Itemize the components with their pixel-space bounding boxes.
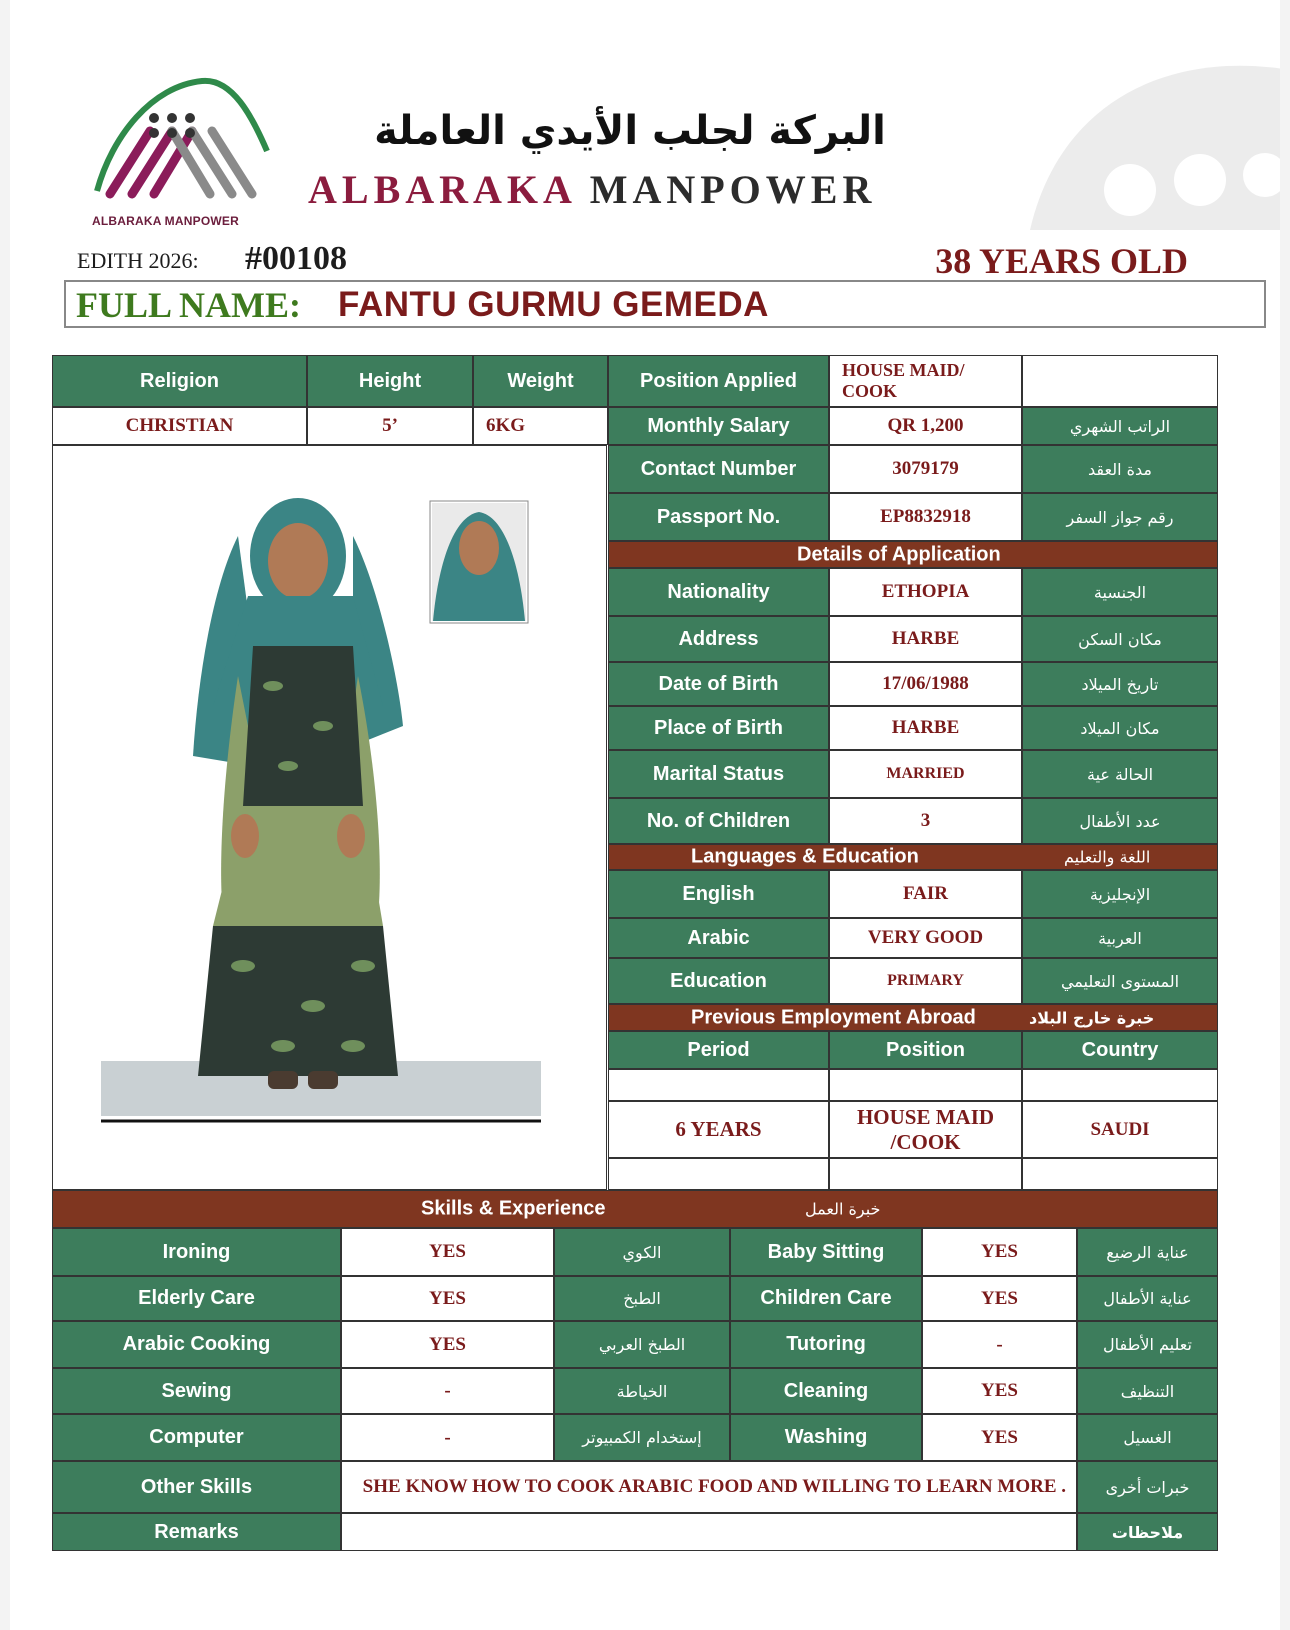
contact-number-value: 3079179 (829, 445, 1022, 493)
other-skills-label: Other Skills (52, 1461, 341, 1513)
employment-band (608, 1004, 1218, 1031)
languages-band-label: Languages & Education (691, 845, 919, 868)
remarks-value (341, 1513, 1077, 1551)
contact-number-label: Contact Number (608, 445, 829, 493)
skill-label: Ironing (52, 1228, 341, 1276)
children-arabic: عدد الأطفال (1022, 798, 1218, 844)
full-name: FANTU GURMU GEMEDA (338, 285, 769, 324)
marital-status-value: MARRIED (829, 750, 1022, 798)
arabic-company-name: البركة لجلب الأيدي العاملة (374, 108, 886, 154)
employment-country: SAUDI (1022, 1101, 1218, 1158)
address-value: HARBE (829, 616, 1022, 662)
age: 38 YEARS OLD (935, 241, 1188, 281)
reference-number: #00108 (245, 240, 347, 277)
skills-band-arabic: خبرة العمل (805, 1199, 881, 1219)
skill-label: Baby Sitting (730, 1228, 922, 1276)
passport-label: Passport No. (608, 493, 829, 541)
skill-label: Computer (52, 1414, 341, 1461)
passport-value: EP8832918 (829, 493, 1022, 541)
employment-position: HOUSE MAID /COOK (829, 1101, 1022, 1158)
cv-page (10, 0, 1280, 1630)
dob-label: Date of Birth (608, 662, 829, 706)
employment-blank-row (1022, 1069, 1218, 1101)
skill-label: Arabic Cooking (52, 1321, 341, 1368)
skill-label: Tutoring (730, 1321, 922, 1368)
arabic-arabic: العربية (1022, 918, 1218, 958)
passport-arabic: رقم جواز السفر (1022, 493, 1218, 541)
skill-value: YES (341, 1228, 554, 1276)
english-arabic: الإنجليزية (1022, 870, 1218, 918)
edition-label: EDITH 2026: (77, 248, 199, 273)
skill-value: - (922, 1321, 1077, 1368)
weight-header: Weight (473, 355, 608, 407)
remarks-label: Remarks (52, 1513, 341, 1551)
watermark-logo (1020, 40, 1280, 230)
languages-band (608, 844, 1218, 870)
full-name-box (64, 280, 1266, 328)
religion-header: Religion (52, 355, 307, 407)
skill-value: YES (922, 1414, 1077, 1461)
arabic-value: VERY GOOD (829, 918, 1022, 958)
skill-arabic: إستخدام الكمبيوتر (554, 1414, 730, 1461)
company-name (308, 166, 876, 213)
address-arabic: مكان السكن (1022, 616, 1218, 662)
monthly-salary-value: QR 1,200 (829, 407, 1022, 445)
country-header: Country (1022, 1031, 1218, 1069)
employment-blank-row (829, 1069, 1022, 1101)
skill-arabic: الكوي (554, 1228, 730, 1276)
skill-value: - (341, 1414, 554, 1461)
education-arabic: المستوى التعليمي (1022, 958, 1218, 1004)
dob-value: 17/06/1988 (829, 662, 1022, 706)
children-value: 3 (829, 798, 1022, 844)
marital-status-arabic: الحالة عية (1022, 750, 1218, 798)
employment-blank-row (1022, 1158, 1218, 1190)
full-name-label: FULL NAME: (76, 285, 301, 325)
address-label: Address (608, 616, 829, 662)
skill-label: Cleaning (730, 1368, 922, 1414)
employment-blank-row (608, 1069, 829, 1101)
skill-arabic: الطبخ العربي (554, 1321, 730, 1368)
pob-arabic: مكان الميلاد (1022, 706, 1218, 750)
religion-value: CHRISTIAN (52, 407, 307, 445)
weight-value: 6KG (473, 407, 608, 445)
nationality-arabic: الجنسية (1022, 568, 1218, 616)
employment-band-label: Previous Employment Abroad (691, 1006, 976, 1028)
position-header: Position (829, 1031, 1022, 1069)
position-applied-value: HOUSE MAID/ COOK (829, 355, 1022, 407)
employment-blank-row (608, 1158, 829, 1190)
skill-label: Sewing (52, 1368, 341, 1414)
company-name-part2: MANPOWER (589, 167, 877, 212)
employment-band-arabic: خبرة خارج البلاد (1029, 1008, 1155, 1027)
monthly-salary-label: Monthly Salary (608, 407, 829, 445)
skill-arabic: الطبخ (554, 1276, 730, 1321)
skill-arabic: الغسيل (1077, 1414, 1218, 1461)
remarks-arabic: ملاحظات (1077, 1513, 1218, 1551)
arabic-label: Arabic (608, 918, 829, 958)
skill-value: YES (341, 1276, 554, 1321)
candidate-photo (53, 446, 608, 1191)
employment-period: 6 YEARS (608, 1101, 829, 1158)
details-band (608, 541, 1218, 568)
nationality-value: ETHOPIA (829, 568, 1022, 616)
skill-label: Elderly Care (52, 1276, 341, 1321)
skill-arabic: التنظيف (1077, 1368, 1218, 1414)
nationality-label: Nationality (608, 568, 829, 616)
skill-label: Children Care (730, 1276, 922, 1321)
contact-number-arabic: مدة العقد (1022, 445, 1218, 493)
photo-area (52, 445, 607, 1190)
skill-value: - (341, 1368, 554, 1414)
skill-arabic: الخياطة (554, 1368, 730, 1414)
english-label: English (608, 870, 829, 918)
skills-band-label: Skills & Experience (421, 1197, 606, 1220)
skill-arabic: عناية الرضيع (1077, 1228, 1218, 1276)
other-skills-value: SHE KNOW HOW TO COOK ARABIC FOOD AND WILLING TO LEARN MORE . (341, 1461, 1077, 1513)
skill-arabic: عناية الأطفال (1077, 1276, 1218, 1321)
education-label: Education (608, 958, 829, 1004)
marital-status-label: Marital Status (608, 750, 829, 798)
other-skills-arabic: خبرات أخرى (1077, 1461, 1218, 1513)
company-name-part1: ALBARAKA (308, 167, 575, 212)
company-logo (92, 76, 282, 236)
details-band-label: Details of Application (797, 543, 1001, 565)
skill-value: YES (922, 1228, 1077, 1276)
pob-label: Place of Birth (608, 706, 829, 750)
monthly-salary-arabic: الراتب الشهري (1022, 407, 1218, 445)
children-label: No. of Children (608, 798, 829, 844)
pob-value: HARBE (829, 706, 1022, 750)
skill-arabic: تعليم الأطفال (1077, 1321, 1218, 1368)
position-applied-blank (1022, 355, 1218, 407)
height-value: 5’ (307, 407, 473, 445)
skill-value: YES (922, 1276, 1077, 1321)
languages-band-arabic: اللغة والتعليم (1064, 847, 1151, 867)
skill-value: YES (341, 1321, 554, 1368)
education-value: PRIMARY (829, 958, 1022, 1004)
height-header: Height (307, 355, 473, 407)
logo-caption: ALBARAKA MANPOWER (92, 214, 239, 228)
skill-label: Washing (730, 1414, 922, 1461)
position-applied-label: Position Applied (608, 355, 829, 407)
dob-arabic: تاريخ الميلاد (1022, 662, 1218, 706)
skills-band (52, 1190, 1218, 1228)
employment-blank-row (829, 1158, 1022, 1190)
period-header: Period (608, 1031, 829, 1069)
english-value: FAIR (829, 870, 1022, 918)
skill-value: YES (922, 1368, 1077, 1414)
